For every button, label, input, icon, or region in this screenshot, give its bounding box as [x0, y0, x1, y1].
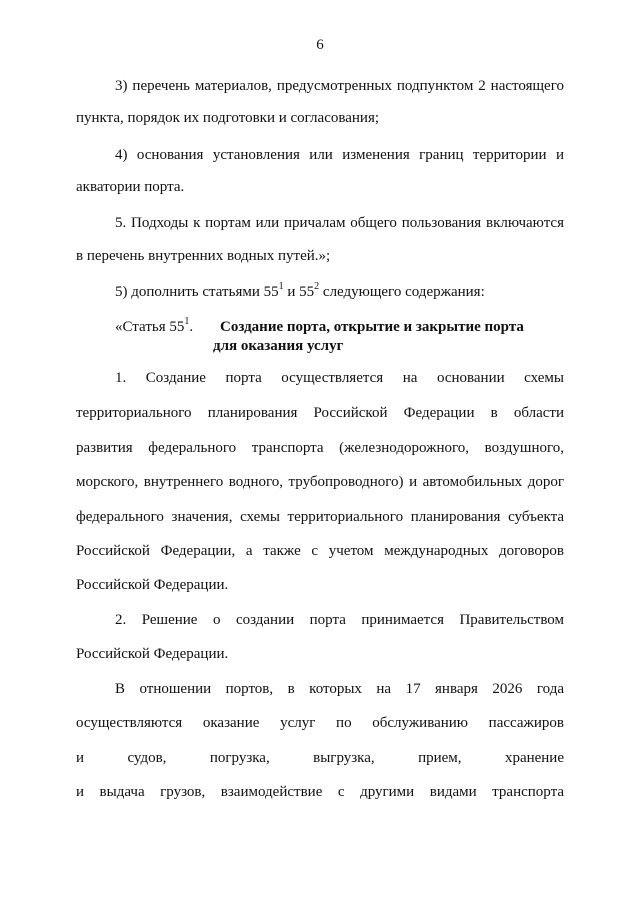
paragraph-line: 5. Подходы к портам или причалам общего пользования включаются [115, 215, 564, 231]
article-label-text: . [189, 319, 194, 335]
paragraph-line: пункта, порядок их подготовки и согласования; [76, 110, 380, 126]
superscript: 2 [314, 281, 320, 292]
paragraph-line: осуществляются оказание услуг по обслуживанию пассажиров [76, 715, 564, 731]
paragraph-line: Российской Федерации. [76, 577, 229, 593]
paragraph-line: Российской Федерации. [76, 646, 229, 662]
amendment-line [115, 283, 564, 301]
article-label-text: «Статья 55 [115, 319, 185, 335]
paragraph-line: в перечень внутренних водных путей.»; [76, 248, 331, 264]
page-number: 6 [316, 37, 324, 53]
paragraph-line: развития федерального транспорта (железнодорожного, воздушного, [76, 440, 564, 456]
paragraph-line: 2. Решение о создании порта принимается Правительством [115, 612, 564, 628]
paragraph-line: Российской Федерации, а также с учетом международных договоров [76, 543, 564, 559]
paragraph-line: акватории порта. [76, 179, 185, 195]
paragraph-line: морского, внутреннего водного, трубопроводного) и автомобильных дорог [76, 474, 564, 490]
article-title: для оказания услуг [213, 338, 344, 354]
amendment-text: следующего содержания: [319, 284, 485, 300]
paragraph-line: В отношении портов, в которых на 17 января 2026 года [115, 681, 564, 697]
paragraph-line: 3) перечень материалов, предусмотренных подпунктом 2 настоящего [115, 78, 564, 94]
article-title: Создание порта, открытие и закрытие порта [220, 319, 524, 335]
paragraph-line: 4) основания установления или изменения границ территории и [115, 147, 564, 163]
superscript: 1 [184, 316, 190, 327]
paragraph-line: 1. Создание порта осуществляется на основании схемы [115, 370, 564, 386]
superscript: 1 [278, 281, 284, 292]
paragraph-line: федерального значения, схемы территориального планирования субъекта [76, 509, 564, 525]
paragraph-line: и выдача грузов, взаимодействие с другими видами транспорта [76, 784, 564, 800]
amendment-text: 5) дополнить статьями 55 [115, 284, 279, 300]
amendment-text: и 55 [283, 284, 315, 300]
paragraph-line: территориального планирования Российской Федерации в области [76, 405, 564, 421]
paragraph-line: и судов, погрузка, выгрузка, прием, хранение [76, 750, 564, 766]
article-label [115, 318, 193, 336]
